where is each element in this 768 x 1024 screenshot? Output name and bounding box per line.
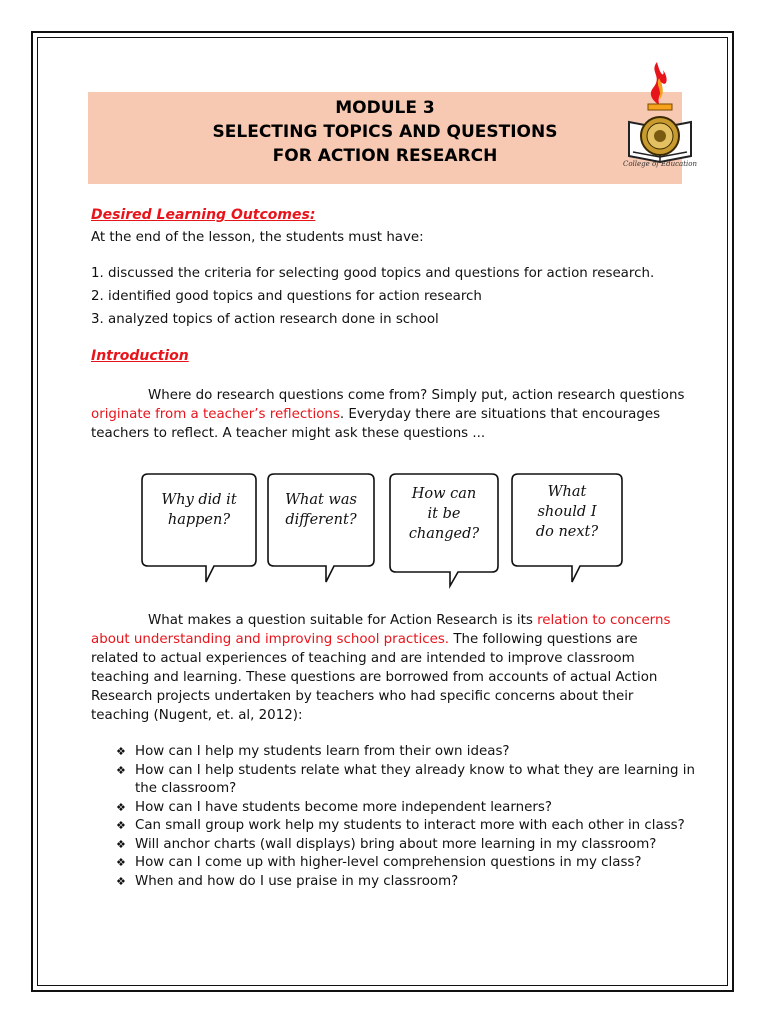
bubble-1-line2: happen? — [167, 512, 231, 528]
outcomes-heading: Desired Learning Outcomes: — [91, 207, 316, 223]
body-paragraph-line4: teaching and learning. These questions are borrowed from accounts of actual Action — [91, 670, 658, 685]
module-title-line2: FOR ACTION RESEARCH — [272, 146, 498, 166]
bubble-3-text — [390, 484, 498, 544]
bubble-1-text — [142, 490, 256, 530]
outcome-item-3: 3. analyzed topics of action research done in school — [91, 312, 439, 327]
college-logo-icon — [619, 56, 701, 176]
body-line1-text: What makes a question suitable for Action Research is its — [148, 613, 538, 628]
bullet-diamond-icon: ❖ — [116, 874, 126, 888]
body-line2-rest: The following questions are — [449, 632, 638, 647]
list-item: ❖ How can I help students relate what they already know to what they are learning in the classroom? — [116, 762, 695, 796]
list-item: ❖ How can I come up with higher-level comprehension questions in my class? — [116, 854, 710, 873]
bubble-3-line2: it be — [427, 506, 461, 522]
bullet-diamond-icon: ❖ — [116, 819, 126, 832]
list-item: ❖ Can small group work help my students to interact more with each other in class? — [116, 817, 710, 836]
logo-caption: College of Education — [622, 160, 698, 168]
body-paragraph-line2 — [91, 630, 638, 649]
question-list — [116, 743, 710, 891]
list-item: ❖ How can I help my students learn from their own ideas? — [116, 743, 710, 762]
intro-paragraph-line3: teachers to reflect. A teacher might ask these questions ... — [91, 426, 486, 441]
bubble-3-line1: How can — [411, 486, 477, 502]
bubble-4-text — [512, 482, 622, 542]
bubble-2-line2: different? — [285, 512, 357, 528]
bullet-diamond-icon: ❖ — [116, 745, 126, 758]
intro-paragraph-line2 — [91, 405, 660, 424]
intro-paragraph-line2-rest: . Everyday there are situations that encourages — [339, 407, 661, 422]
body-highlight-1: relation to concerns — [537, 613, 671, 628]
body-paragraph-line3: related to actual experiences of teaching and are intended to improve classroom — [91, 651, 635, 666]
body-highlight-2: about understanding and improving school practices. — [91, 632, 450, 647]
body-paragraph-line5: Research projects undertaken by teachers who had specific concerns about their — [91, 689, 634, 704]
bullet-diamond-icon: ❖ — [116, 837, 126, 851]
bullet-diamond-icon: ❖ — [116, 763, 126, 777]
body-paragraph-line6: teaching (Nugent, et. al, 2012): — [91, 708, 303, 723]
module-title-line1: SELECTING TOPICS AND QUESTIONS — [212, 122, 558, 142]
module-number: MODULE 3 — [335, 98, 435, 118]
introduction-heading: Introduction — [91, 348, 189, 364]
bubble-3-line3: changed? — [408, 526, 480, 542]
bubble-1-line1: Why did it — [161, 492, 237, 508]
intro-paragraph-line1: Where do research questions come from? Simply put, action research questions — [148, 388, 685, 403]
outcomes-intro: At the end of the lesson, the students must have: — [91, 230, 424, 245]
bubble-4-line2: should I — [537, 504, 597, 520]
bubble-2-text — [268, 490, 374, 530]
bubble-4-line3: do next? — [535, 524, 599, 540]
intro-highlight: originate from a teacher’s reflections — [91, 407, 340, 422]
list-item: ❖ Will anchor charts (wall displays) bring about more learning in my classroom? — [116, 836, 710, 855]
bubble-2-line1: What was — [285, 492, 357, 508]
list-item: ❖ When and how do I use praise in my classroom? — [116, 873, 710, 892]
bubble-4-line1: What — [547, 484, 587, 500]
outcome-item-1: 1. discussed the criteria for selecting good topics and questions for action research. — [91, 266, 655, 281]
body-paragraph-line1 — [148, 611, 670, 630]
list-item: ❖ How can I have students become more independent learners? — [116, 799, 710, 818]
outcome-item-2: 2. identified good topics and questions for action research — [91, 289, 482, 304]
bullet-diamond-icon: ❖ — [116, 800, 126, 814]
bullet-diamond-icon: ❖ — [116, 856, 126, 869]
